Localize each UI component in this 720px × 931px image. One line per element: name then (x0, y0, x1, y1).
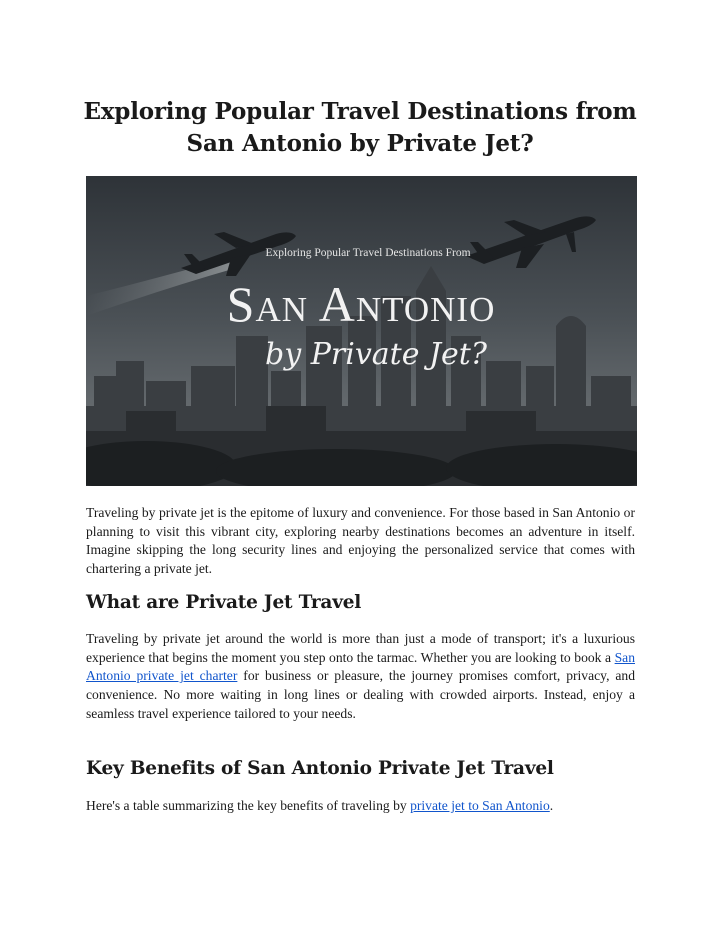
san-antonio-private-jet-charter-link[interactable]: San Antonio private jet charter (86, 649, 635, 684)
section2-paragraph (86, 797, 635, 816)
section1-text-before: Traveling by private jet around the world is more than just a mode of transport; it's a luxurious experience that begins the moment you step onto the tarmac. Whether you are looking to book a (86, 631, 635, 665)
section-heading-key-benefits: Key Benefits of San Antonio Private Jet Travel (86, 758, 554, 779)
intro-paragraph: Traveling by private jet is the epitome of luxury and convenience. For those based in San Antonio or planning to visit this vibrant city, exploring nearby destinations becomes an adventure in itself. Imagine skipping the long security lines and enjoying the personalized service that comes with chartering a private jet. (86, 505, 635, 577)
hero-kicker: Exploring Popular Travel Destinations From (265, 247, 471, 259)
section1-paragraph (86, 630, 635, 724)
page-title-line-1: Exploring Popular Travel Destinations from (83, 98, 637, 125)
hero-tagline: by Private Jet? (265, 337, 487, 372)
section2-text-after: . (549, 798, 554, 813)
section1-text-after: for business or pleasure, the journey promises comfort, privacy, and convenience. No more waiting in long lines or dealing with crowded airports. Instead, enjoy a seamless travel experience tailored to your needs. (86, 668, 636, 721)
hero-image (86, 176, 637, 486)
page-title (60, 96, 660, 160)
hero-city: San Antonio (226, 276, 496, 332)
page-title-line-2: San Antonio by Private Jet? (186, 130, 534, 157)
section-heading-private-jet-travel: What are Private Jet Travel (86, 592, 362, 613)
section2-text-before: Here's a table summarizing the key benefits of traveling by (86, 798, 411, 813)
private-jet-to-san-antonio-link[interactable]: private jet to San Antonio (410, 798, 550, 813)
